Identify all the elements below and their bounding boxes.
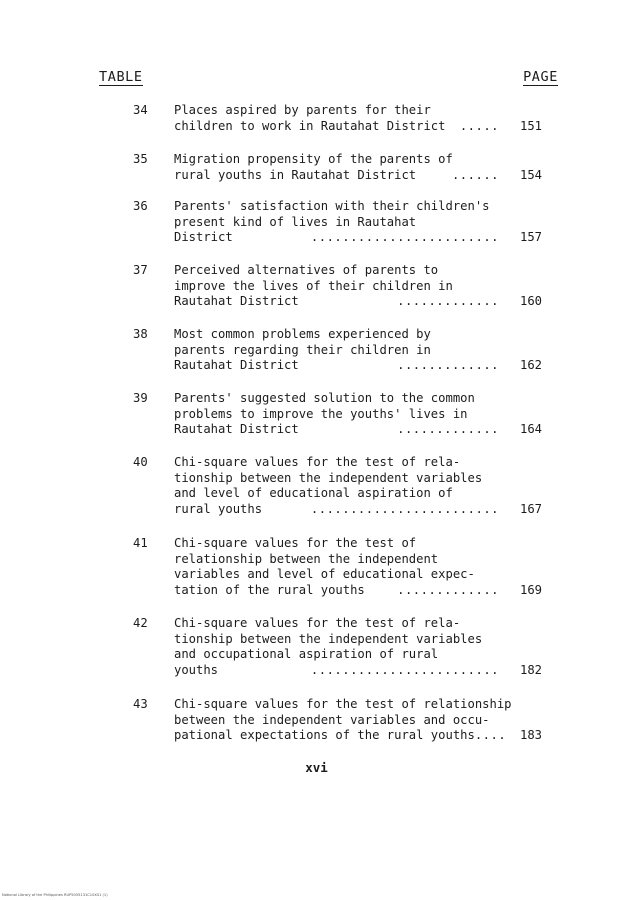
title-line: between the independent variables and occu- xyxy=(174,712,490,727)
title-line: Chi-square values for the test of rela- xyxy=(174,455,461,469)
table-title xyxy=(174,455,499,517)
table-title xyxy=(174,152,499,183)
footer-scan-note: National Library of the Philippines RUP5055131C10XS1 (1) xyxy=(2,893,108,897)
title-line: Rautahat District xyxy=(174,422,299,437)
title-line: Places aspired by parents for their xyxy=(174,103,431,117)
table-number: 42 xyxy=(133,616,148,630)
page-reference: 151 xyxy=(520,118,543,133)
table-number: 38 xyxy=(133,327,148,341)
title-line: tionship between the independent variables xyxy=(174,470,483,485)
title-line: rural youths xyxy=(174,501,263,516)
dot-leader: ............. xyxy=(397,582,499,597)
title-line: problems to improve the youths' lives in xyxy=(174,406,468,421)
table-title xyxy=(174,391,499,438)
dot-leader: ............. xyxy=(397,422,499,437)
table-number: 39 xyxy=(133,391,148,405)
title-last-line xyxy=(174,294,499,310)
page-number: xvi xyxy=(305,760,328,775)
title-last-line xyxy=(174,502,499,518)
table-title xyxy=(174,263,499,310)
table-title xyxy=(174,199,499,246)
title-last-line xyxy=(174,230,499,246)
page-reference: 157 xyxy=(520,230,543,245)
title-line: Parents' suggested solution to the common xyxy=(174,391,475,405)
title-line: parents regarding their children in xyxy=(174,342,431,357)
title-line: present kind of lives in Rautahat xyxy=(174,214,417,229)
table-number: 43 xyxy=(133,697,148,711)
title-line: children to work in Rautahat District xyxy=(174,118,446,133)
title-last-line xyxy=(174,663,499,679)
page-reference: 160 xyxy=(520,294,543,309)
title-line: improve the lives of their children in xyxy=(174,278,453,293)
title-last-line xyxy=(174,583,499,599)
table-title xyxy=(174,327,499,374)
title-last-line xyxy=(174,422,499,438)
page-reference: 162 xyxy=(520,358,543,373)
table-number: 35 xyxy=(133,152,148,166)
title-last-line xyxy=(174,119,499,135)
title-last-line xyxy=(174,728,507,744)
dot-leader: ............. xyxy=(397,294,499,309)
title-line: Rautahat District xyxy=(174,358,299,373)
table-title xyxy=(174,536,499,598)
table-number: 37 xyxy=(133,263,148,277)
title-line: District xyxy=(174,230,233,245)
title-line: Perceived alternatives of parents to xyxy=(174,263,439,277)
page-reference: 154 xyxy=(520,167,543,182)
dot-leader: ........................ xyxy=(310,501,499,516)
dot-leader: ........................ xyxy=(310,230,499,245)
page-column-header: PAGE xyxy=(523,69,558,85)
title-line: variables and level of educational expec- xyxy=(174,567,475,582)
page-reference: 183 xyxy=(520,728,543,743)
title-line: tionship between the independent variables xyxy=(174,631,483,646)
title-line: rural youths in Rautahat District xyxy=(174,167,417,182)
title-line: Chi-square values for the test of rela- xyxy=(174,616,461,630)
table-number: 40 xyxy=(133,455,148,469)
table-title xyxy=(174,697,512,744)
title-line: pational expectations of the rural youths xyxy=(174,728,475,743)
title-line: Rautahat District xyxy=(174,294,299,309)
title-line: relationship between the independent xyxy=(174,551,439,566)
dot-leader: ...... xyxy=(451,167,499,182)
dot-leader: ............. xyxy=(397,358,499,373)
title-line: Chi-square values for the test of xyxy=(174,536,417,550)
page-reference: 169 xyxy=(520,582,543,597)
title-line: and level of educational aspiration of xyxy=(174,486,453,501)
title-line: Most common problems experienced by xyxy=(174,327,431,341)
dot-leader: .... xyxy=(474,728,507,743)
table-title xyxy=(174,616,499,678)
title-last-line xyxy=(174,168,499,184)
title-line: Migration propensity of the parents of xyxy=(174,152,453,166)
dot-leader: ..... xyxy=(459,118,499,133)
title-line: youths xyxy=(174,662,219,677)
title-line: Parents' satisfaction with their children's xyxy=(174,199,490,213)
table-title xyxy=(174,103,499,134)
title-last-line xyxy=(174,358,499,374)
dot-leader: ........................ xyxy=(310,662,499,677)
page-reference: 164 xyxy=(520,422,543,437)
title-line: and occupational aspiration of rural xyxy=(174,647,439,662)
table-number: 34 xyxy=(133,103,148,117)
title-line: tation of the rural youths xyxy=(174,582,365,597)
table-number: 36 xyxy=(133,199,148,213)
page-reference: 182 xyxy=(520,662,543,677)
table-column-header: TABLE xyxy=(99,69,143,85)
title-line: Chi-square values for the test of relationship xyxy=(174,697,512,711)
table-number: 41 xyxy=(133,536,148,550)
page-reference: 167 xyxy=(520,501,543,516)
